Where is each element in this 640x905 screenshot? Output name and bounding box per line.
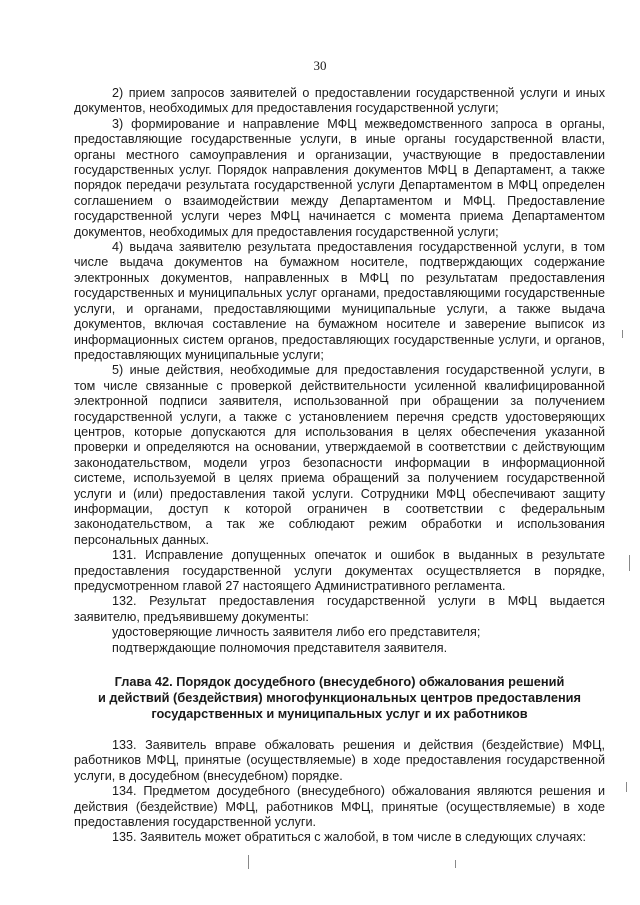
scan-mark: [629, 555, 630, 571]
paragraph-132: 132. Результат предоставления государственной услуги в МФЦ выдается заявителю, предъявившему документы:: [74, 594, 605, 624]
scan-mark: [248, 855, 249, 869]
paragraph-item-5: 5) иные действия, необходимые для предоставления государственной услуги, в том числе связанные с проверкой действительности усиленной квалифицированной электронной подписи заявителя, использованной при обращении за получением государственной услуги, а также с установлением перечня средств удостоверяющих центров, которые допускаются для использования в целях обеспечения указанной проверки и определяются на основании, утверждаемой в соответствии с действующим законодательством, модели угроз безопасности информации в информационной системе, используемой в целях приема обращений за получением государственной услуги и (или) предоставления такой услуги. Сотрудники МФЦ обеспечивают защиту информации, доступ к которой ограничен в соответствии с федеральным законодательством, а так же соблюдают режим обработки и использования персональных данных.: [74, 363, 605, 547]
list-item-authority: подтверждающие полномочия представителя заявителя.: [112, 640, 448, 655]
paragraph-item-2: 2) прием запросов заявителей о предоставлении государственной услуги и иных документов, необходимых для предоставления государственной услуги;: [74, 86, 605, 116]
heading-line-1: Глава 42. Порядок досудебного (внесудебного) обжалования решений: [114, 674, 565, 690]
document-body: [74, 86, 605, 846]
heading-line-3: государственных и муниципальных услуг и их работников: [151, 706, 528, 722]
paragraph-134: 134. Предметом досудебного (внесудебного) обжалования являются решения и действия (бездействие) МФЦ, работников МФЦ, принятые (осуществляемые) в ходе предоставления государственной услуги.: [74, 784, 605, 830]
heading-line-2: и действий (бездействия) многофункциональных центров предоставления: [97, 690, 582, 706]
scan-mark: [626, 782, 627, 792]
paragraph-item-4: 4) выдача заявителю результата предоставления государственной услуги, в том числе выдача документов на бумажном носителе, подтверждающих содержание электронных документов, направленных в МФЦ по результатам предоставления государственных и муниципальных услуг органами, предоставляющими государственные услуги, и органами, предоставляющими муниципальные услуги, а также выдача документов, включая составление на бумажном носителе и заверение выписок из информационных систем органов, предоставляющих государственные услуги, и органов, предоставляющих муниципальные услуги;: [74, 240, 605, 362]
paragraph-135: 135. Заявитель может обратиться с жалобой, в том числе в следующих случаях:: [112, 830, 586, 845]
scan-mark: [455, 860, 456, 868]
scan-mark: [622, 330, 623, 338]
list-item-identity: удостоверяющие личность заявителя либо его представителя;: [112, 625, 481, 640]
page-number: 30: [313, 58, 327, 73]
paragraph-item-3: 3) формирование и направление МФЦ межведомственного запроса в органы, предоставляющие государственные услуги, в иные органы государственной власти, органы местного самоуправления и организации, участвующие в предоставлении государственных услуг. Порядок направления документов МФЦ в Департамент, а также порядок передачи результата государственной услуги Департаментом в МФЦ определен соглашением о взаимодействии между Департаментом и МФЦ. Предоставление государственной услуги через МФЦ начинается с момента приема Департаментом документов, необходимых для предоставления государственной услуги;: [74, 116, 605, 239]
chapter-heading: [74, 674, 605, 722]
paragraph-131: 131. Исправление допущенных опечаток и ошибок в выданных в результате предоставления государственной услуги документах осуществляется в порядке, предусмотренном главой 27 настоящего Административного регламента.: [74, 548, 605, 593]
paragraph-133: 133. Заявитель вправе обжаловать решения и действия (бездействие) МФЦ, работников МФЦ, принятые (осуществляемые) в ходе предоставления государственной услуги, в досудебном (внесудебном) порядке.: [74, 738, 605, 783]
